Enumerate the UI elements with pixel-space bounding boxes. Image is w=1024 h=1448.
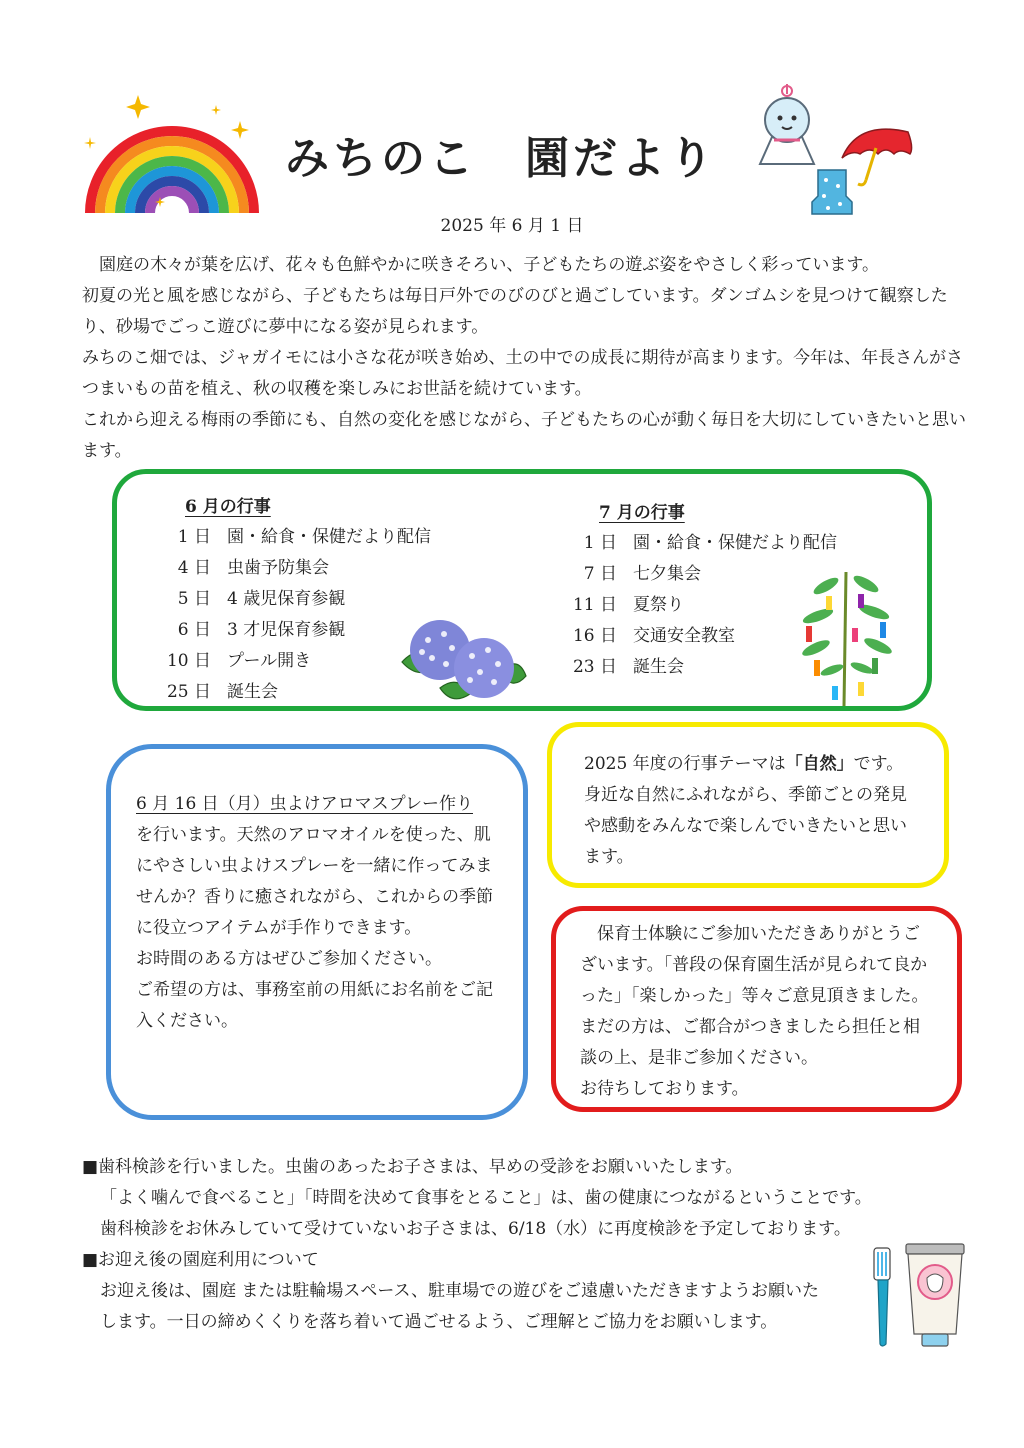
tanabata-bamboo-icon (796, 566, 898, 706)
event-day: 7 日 (583, 564, 617, 584)
aroma-workshop-body: お時間のある方はぜひご参加ください。 (136, 949, 442, 969)
intro-paragraph: 初夏の光と風を感じながら、子どもたちは毎日戸外でのびのびと過ごしています。ダンゴムシを見つけて観察したり、砂場でごっこ遊びに夢中になる姿が見られます。 (82, 286, 948, 337)
toothbrush-icon (868, 1244, 898, 1348)
event-day: 25 日 (166, 682, 211, 702)
list-item (153, 615, 431, 646)
notices (82, 1152, 982, 1338)
teru-teru-bozu-icon (752, 82, 822, 172)
garden-notice-heading: ■お迎え後の園庭利用について (82, 1250, 319, 1270)
list-item (153, 584, 431, 615)
page-title: みちのこ 園だより (285, 133, 717, 184)
garden-notice-line: します。一日の締めくくりを落ち着いて過ごせるよう、ご理解とご協力をお願いします。 (100, 1312, 778, 1332)
theme-text (584, 749, 919, 873)
list-item (153, 646, 431, 677)
theme-word: 「自然」 (785, 754, 854, 774)
list-item (569, 528, 837, 559)
june-events-list (153, 522, 431, 708)
hydrangea-icon (400, 612, 528, 706)
intro-paragraph: これから迎える梅雨の季節にも、自然の変化を感じながら、子どもたちの心が動く毎日を大切にしていきたいと思います。 (82, 410, 966, 461)
list-item (153, 522, 431, 553)
rainbow-icon (80, 95, 265, 220)
event-name: プール開き (227, 651, 312, 671)
event-name: 交通安全教室 (633, 626, 735, 646)
aroma-workshop-text (136, 789, 496, 1037)
event-name: 園・給食・保健だより配信 (227, 527, 431, 547)
intro-text (82, 250, 972, 467)
event-name: 4 歳児保育参観 (227, 589, 346, 609)
thanks-box (551, 906, 962, 1112)
event-day: 1 日 (583, 533, 617, 553)
aroma-workshop-body: を行います。天然のアロマオイルを使った、肌にやさしい虫よけスプレーを一緒に作ってみませんか？香りに癒されながら、これからの季節に役立つアイテムが手作りできます。 (136, 825, 493, 938)
aroma-workshop-heading: 6 月 16 日（月）虫よけアロマスプレー作り (136, 794, 473, 814)
event-name: 3 才児保育参観 (227, 620, 346, 640)
event-name: 誕生会 (227, 682, 278, 702)
thanks-closing: お待ちしております。 (580, 1079, 749, 1099)
aroma-workshop-body: ご希望の方は、事務室前の用紙にお名前をご記入ください。 (136, 980, 493, 1031)
event-day: 1 日 (177, 527, 211, 547)
dental-notice-heading: ■歯科検診を行いました。虫歯のあったお子さまは、早めの受診をお願いいたします。 (82, 1157, 743, 1177)
event-name: 夏祭り (633, 595, 684, 615)
toothpaste-icon (900, 1242, 970, 1350)
theme-intro: 2025 年度の行事テーマは (584, 754, 786, 774)
event-name: 園・給食・保健だより配信 (633, 533, 837, 553)
thanks-text (580, 919, 930, 1105)
issue-date: 2025 年 6 月 1 日 (440, 216, 584, 236)
intro-paragraph: 園庭の木々が葉を広げ、花々も色鮮やかに咲きそろい、子どもたちの遊ぶ姿をやさしく彩っています。 (82, 255, 879, 275)
theme-description: です。身近な自然にふれながら、季節ごとの発見や感動をみんなで楽しんでいきたいと思います。 (584, 754, 907, 867)
event-day: 10 日 (166, 651, 211, 671)
garden-notice-line: お迎え後は、園庭 または駐輪場スペース、駐車場での遊びをご遠慮いただきますようお願いた (100, 1281, 820, 1301)
july-events-heading: 7 月の行事 (599, 503, 685, 523)
event-name: 虫歯予防集会 (227, 558, 329, 578)
list-item (153, 553, 431, 584)
event-day: 11 日 (572, 595, 617, 615)
theme-box (547, 722, 949, 888)
june-events-heading: 6 月の行事 (185, 497, 271, 517)
dental-notice-line: 「よく噛んで食べること」「時間を決めて食事をとること」は、歯の健康につながるということです。 (100, 1188, 872, 1208)
event-day: 6 日 (177, 620, 211, 640)
event-day: 23 日 (572, 657, 617, 677)
dental-notice-line: 歯科検診をお休みしていて受けていないお子さまは、6/18（水）に再度検診を予定しております。 (100, 1219, 851, 1239)
event-day: 4 日 (177, 558, 211, 578)
event-name: 誕生会 (633, 657, 684, 677)
event-day: 16 日 (572, 626, 617, 646)
event-day: 5 日 (177, 589, 211, 609)
aroma-workshop-box (106, 744, 528, 1120)
thanks-body: 保育士体験にご参加いただきありがとうございます。「普段の保育園生活が見られて良かった」「楽しかった」等々ご意見頂きました。まだの方は、ご都合がつきましたら担任と相談の上、是非ご参加ください。 (580, 924, 929, 1068)
event-name: 七夕集会 (633, 564, 701, 584)
list-item (153, 677, 431, 708)
intro-paragraph: みちのこ畑では、ジャガイモには小さな花が咲き始め、土の中での成長に期待が高まります。今年は、年長さんがさつまいもの苗を植え、秋の収穫を楽しみにお世話を続けています。 (82, 348, 964, 399)
